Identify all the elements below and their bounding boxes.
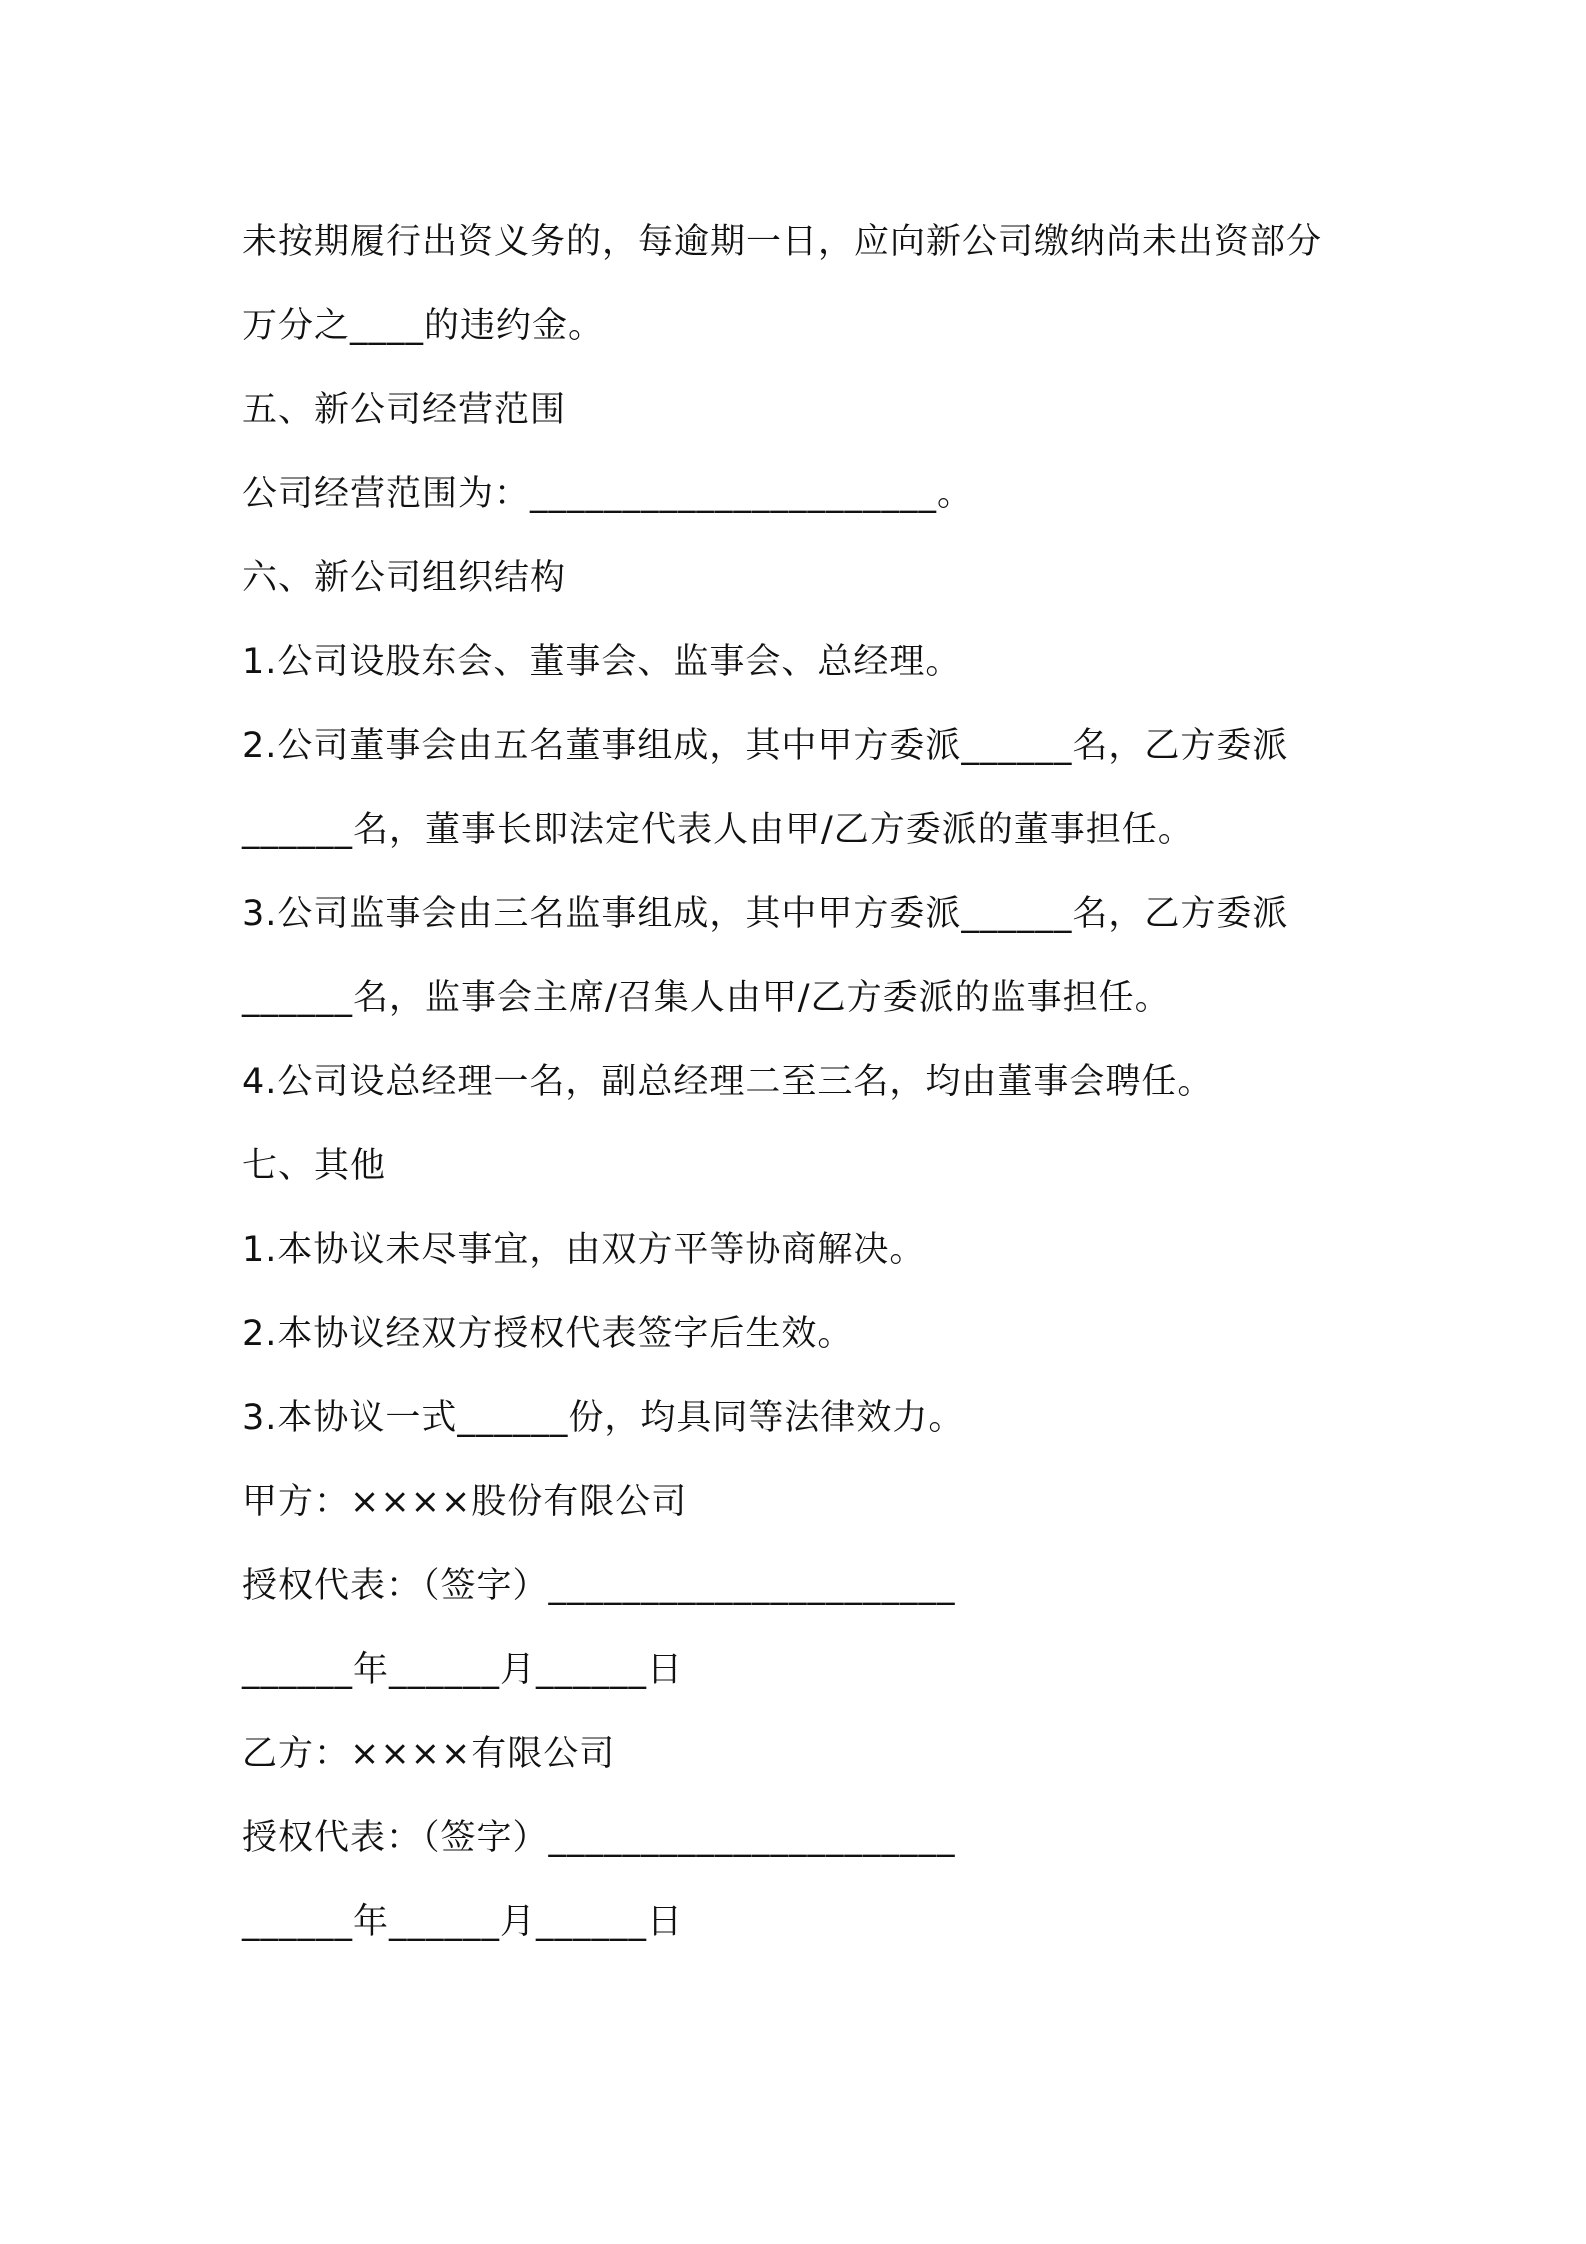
document-page bbox=[242, 200, 1362, 1964]
party-b-name: 乙方：××××有限公司 bbox=[242, 1734, 616, 1774]
section-7-heading: 七、其他 bbox=[242, 1146, 387, 1186]
business-scope-line: 公司经营范围为：______________________。 bbox=[242, 474, 974, 514]
org-item-2-line-1: 2.公司董事会由五名董事组成，其中甲方委派______名，乙方委派 bbox=[242, 726, 1289, 766]
section-5-heading: 五、新公司经营范围 bbox=[242, 390, 567, 430]
org-item-3-line-1: 3.公司监事会由三名监事组成，其中甲方委派______名，乙方委派 bbox=[242, 894, 1289, 934]
other-item-3: 3.本协议一式______份，均具同等法律效力。 bbox=[242, 1398, 965, 1438]
other-item-1: 1.本协议未尽事宜，由双方平等协商解决。 bbox=[242, 1230, 926, 1270]
party-b-signature-line: 授权代表：（签字）______________________ bbox=[242, 1818, 956, 1858]
party-b-date-line: ______年______月______日 bbox=[242, 1902, 684, 1942]
other-item-2: 2.本协议经双方授权代表签字后生效。 bbox=[242, 1314, 854, 1354]
org-item-4: 4.公司设总经理一名，副总经理二至三名，均由董事会聘任。 bbox=[242, 1062, 1214, 1102]
party-a-signature-line: 授权代表：（签字）______________________ bbox=[242, 1566, 956, 1606]
party-a-name: 甲方：××××股份有限公司 bbox=[242, 1482, 688, 1522]
org-item-1: 1.公司设股东会、董事会、监事会、总经理。 bbox=[242, 642, 962, 682]
org-item-3-line-2: ______名，监事会主席/召集人由甲/乙方委派的监事担任。 bbox=[242, 978, 1171, 1018]
penalty-clause-line-2: 万分之____的违约金。 bbox=[242, 306, 605, 346]
party-a-date-line: ______年______月______日 bbox=[242, 1650, 684, 1690]
section-6-heading: 六、新公司组织结构 bbox=[242, 558, 567, 598]
penalty-clause-line-1: 未按期履行出资义务的，每逾期一日，应向新公司缴纳尚未出资部分 bbox=[242, 222, 1323, 262]
org-item-2-line-2: ______名，董事长即法定代表人由甲/乙方委派的董事担任。 bbox=[242, 810, 1194, 850]
